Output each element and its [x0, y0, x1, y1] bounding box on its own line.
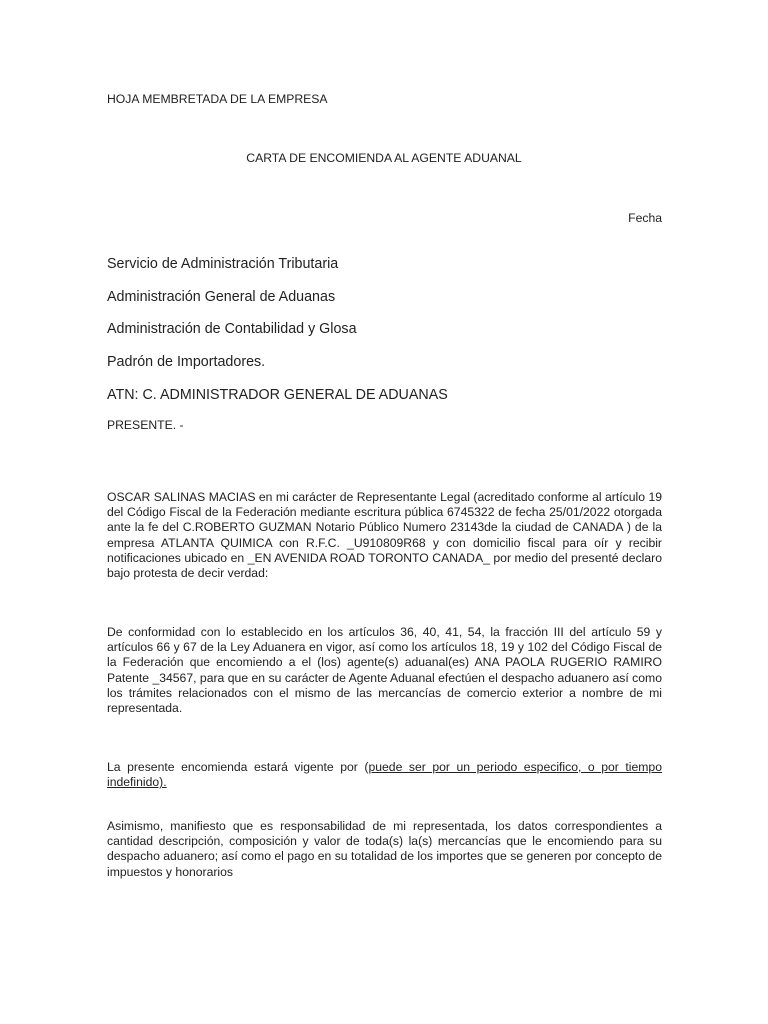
paragraph-legal-basis: De conformidad con lo establecido en los artículos 36, 40, 41, 54, la fracción III del artículo 59 y artículos 66 y 67 de la Ley Aduanera en vigor, así como los artículos 18, 19 y 102 del Código Fiscal de la Federación que encomiendo a el (los) agente(s) aduanal(es) ANA PAOLA RUGERIO RAMIRO Patente _34567, para que en su carácter de Agente Aduanal efectúen el despacho aduanero así como los trámites relacionados con el mismo de las mercancías de comercio exterior a nombre de mi representada. [107, 625, 662, 716]
letterhead-placeholder: HOJA MEMBRETADA DE LA EMPRESA [107, 92, 328, 106]
paragraph-representative-declaration: OSCAR SALINAS MACIAS en mi carácter de Representante Legal (acreditado conforme al artículo 19 del Código Fiscal de la Federación mediante escritura pública 6745322 de fecha 25/01/2022 otorgada ante la fe del C.ROBERTO GUZMAN Notario Público Numero 23143de la ciudad de CANADA ) de la empresa ATLANTA QUIMICA con R.F.C. _U910809R68 y con domicilio fiscal para oír y recibir notificaciones ubicado en _EN AVENIDA ROAD TORONTO CANADA_ por medio del presenté declaro bajo protesta de decir verdad: [107, 490, 662, 581]
paragraph-responsibility: Asimismo, manifiesto que es responsabilidad de mi representada, los datos correspondientes a cantidad descripción, composición y valor de toda(s) la(s) mercancías que le encomiendo para su despacho aduanero; así como el pago en su totalidad de los importes que se generen por concepto de impuestos y honorarios [107, 819, 662, 879]
validity-period-placeholder: puede ser por un periodo especifico, o por tiempo indefinido). [107, 760, 662, 790]
greeting: PRESENTE. - [107, 418, 184, 432]
addressee-aduanas: Administración General de Aduanas [107, 289, 336, 305]
addressee-padron-importadores: Padrón de Importadores. [107, 354, 266, 370]
validity-text: La presente encomienda estará vigente por ( [107, 760, 369, 774]
paragraph-validity [107, 760, 662, 790]
document-title: CARTA DE ENCOMIENDA AL AGENTE ADUANAL [246, 151, 522, 165]
addressee-contabilidad-glosa: Administración de Contabilidad y Glosa [107, 321, 357, 337]
addressee-sat: Servicio de Administración Tributaria [107, 256, 339, 272]
date-label: Fecha [628, 211, 662, 225]
attention-line: ATN: C. ADMINISTRADOR GENERAL DE ADUANAS [107, 387, 448, 403]
